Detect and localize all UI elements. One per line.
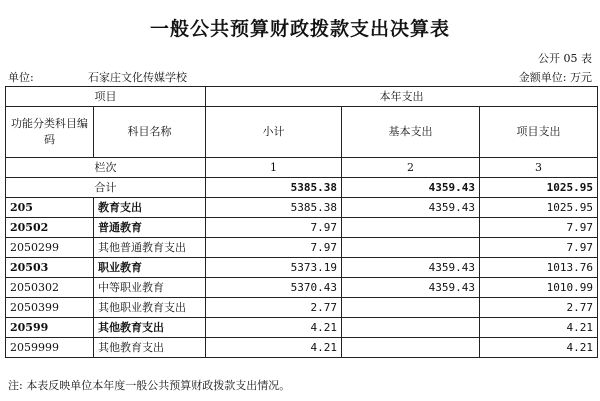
row-basic	[342, 298, 480, 318]
expenditure-table	[5, 86, 598, 358]
table-code: 公开 05 表	[538, 52, 592, 65]
header-subject-name: 科目名称	[94, 107, 206, 158]
row-basic	[342, 218, 480, 238]
row-project: 1010.99	[480, 278, 598, 298]
unit-label: 单位:	[8, 71, 34, 84]
row-code: 20599	[6, 318, 94, 338]
row-basic: 4359.43	[342, 278, 480, 298]
row-project: 4.21	[480, 318, 598, 338]
row-code: 2050399	[6, 298, 94, 318]
row-subtotal: 7.97	[206, 238, 342, 258]
header-basic: 基本支出	[342, 107, 480, 158]
total-basic: 4359.43	[342, 178, 480, 198]
row-code: 20503	[6, 258, 94, 278]
table-row	[6, 318, 598, 338]
row-subtotal: 7.97	[206, 218, 342, 238]
row-code: 2050299	[6, 238, 94, 258]
row-basic: 4359.43	[342, 258, 480, 278]
row-code: 2050302	[6, 278, 94, 298]
total-project: 1025.95	[480, 178, 598, 198]
column-index-3: 3	[480, 158, 598, 178]
row-name: 普通教育	[94, 218, 206, 238]
header-item: 项目	[6, 87, 206, 107]
table-row	[6, 278, 598, 298]
row-basic	[342, 338, 480, 358]
report-title: 一般公共预算财政拨款支出决算表	[149, 18, 450, 40]
row-subtotal: 5385.38	[206, 198, 342, 218]
row-project: 7.97	[480, 218, 598, 238]
row-project: 1013.76	[480, 258, 598, 278]
total-label: 合计	[6, 178, 206, 198]
row-basic: 4359.43	[342, 198, 480, 218]
table-row	[6, 198, 598, 218]
row-name: 中等职业教育	[94, 278, 206, 298]
header-current-year: 本年支出	[206, 87, 598, 107]
table-row	[6, 298, 598, 318]
column-index-1: 1	[206, 158, 342, 178]
row-subtotal: 5373.19	[206, 258, 342, 278]
row-project: 4.21	[480, 338, 598, 358]
row-name: 其他普通教育支出	[94, 238, 206, 258]
row-name: 其他教育支出	[94, 338, 206, 358]
footnote: 注: 本表反映单位本年度一般公共预算财政拨款支出情况。	[8, 379, 291, 392]
row-project: 2.77	[480, 298, 598, 318]
row-subtotal: 4.21	[206, 338, 342, 358]
row-basic	[342, 318, 480, 338]
row-code: 2059999	[6, 338, 94, 358]
unit-name: 石家庄文化传媒学校	[88, 71, 187, 84]
amount-unit: 金额单位: 万元	[518, 71, 592, 84]
row-project: 1025.95	[480, 198, 598, 218]
header-func-code: 功能分类科目编码	[6, 107, 94, 158]
row-name: 其他职业教育支出	[94, 298, 206, 318]
row-project: 7.97	[480, 238, 598, 258]
column-index-label: 栏次	[6, 158, 206, 178]
total-subtotal: 5385.38	[206, 178, 342, 198]
table-row	[6, 218, 598, 238]
column-index-2: 2	[342, 158, 480, 178]
row-name: 教育支出	[94, 198, 206, 218]
table-row	[6, 238, 598, 258]
header-subtotal: 小计	[206, 107, 342, 158]
row-basic	[342, 238, 480, 258]
row-code: 205	[6, 198, 94, 218]
row-name: 职业教育	[94, 258, 206, 278]
table-row	[6, 258, 598, 278]
row-name: 其他教育支出	[94, 318, 206, 338]
row-code: 20502	[6, 218, 94, 238]
header-project: 项目支出	[480, 107, 598, 158]
table-row	[6, 338, 598, 358]
row-subtotal: 2.77	[206, 298, 342, 318]
row-subtotal: 4.21	[206, 318, 342, 338]
row-subtotal: 5370.43	[206, 278, 342, 298]
